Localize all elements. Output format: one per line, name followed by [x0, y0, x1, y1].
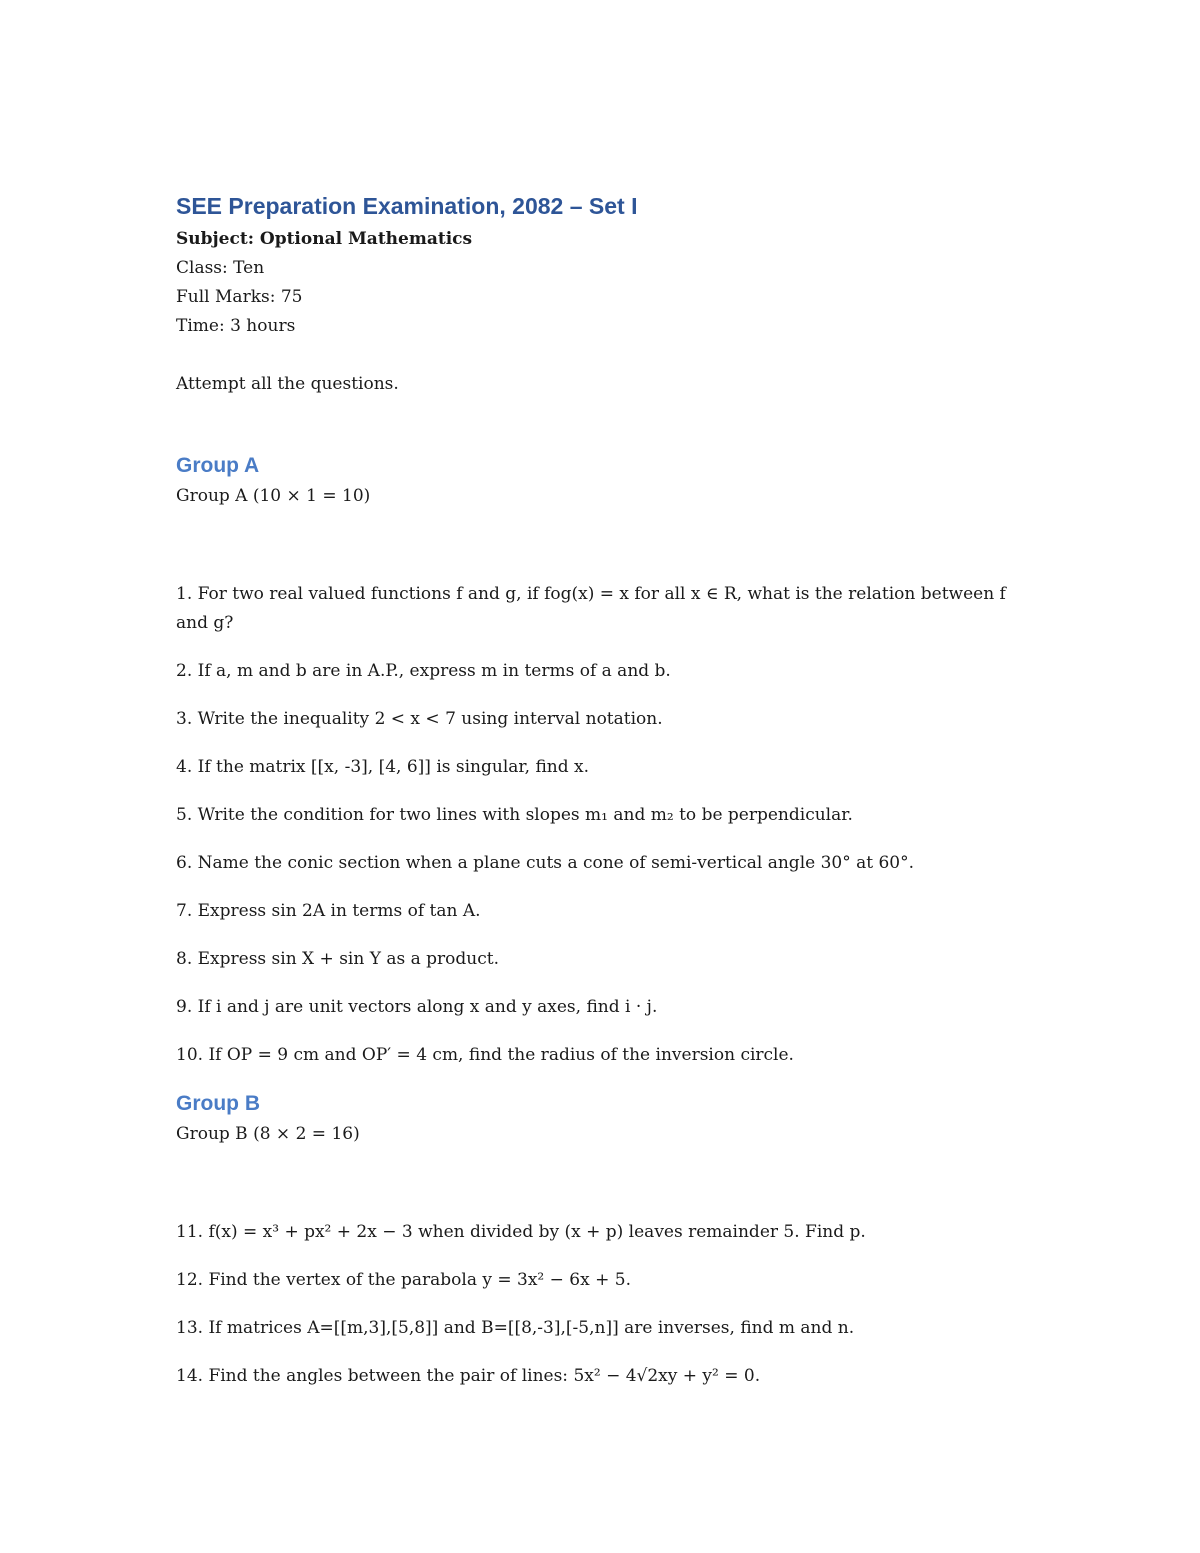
- group-a-heading: Group A: [176, 454, 260, 477]
- group-b-heading: Group B: [176, 1092, 260, 1115]
- question-5: 5. Write the condition for two lines with slopes m₁ and m₂ to be perpendicular.: [176, 805, 853, 825]
- question-14: 14. Find the angles between the pair of lines: 5x² − 4√2xy + y² = 0.: [176, 1366, 761, 1386]
- question-8: 8. Express sin X + sin Y as a product.: [176, 949, 499, 969]
- question-12: 12. Find the vertex of the parabola y = 3x² − 6x + 5.: [176, 1270, 631, 1290]
- group-b-question-list: [176, 1218, 1006, 1391]
- group-a-question-list: [176, 580, 1006, 1070]
- full-marks-line: Full Marks: 75: [176, 287, 303, 307]
- question-1: 1. For two real valued functions f and g, if fog(x) = x for all x ∈ R, what is the relation between f and g?: [176, 584, 1006, 633]
- instruction-line: Attempt all the questions.: [176, 374, 399, 394]
- group-a-subtitle: Group A (10 × 1 = 10): [176, 486, 371, 506]
- question-7: 7. Express sin 2A in terms of tan A.: [176, 901, 481, 921]
- exam-paper: [176, 190, 1006, 1410]
- group-b-subtitle: Group B (8 × 2 = 16): [176, 1124, 360, 1144]
- question-6: 6. Name the conic section when a plane cuts a cone of semi-vertical angle 30° at 60°.: [176, 853, 915, 873]
- exam-title: SEE Preparation Examination, 2082 – Set I: [176, 193, 638, 219]
- question-13: 13. If matrices A=[[m,3],[5,8]] and B=[[8,-3],[-5,n]] are inverses, find m and n.: [176, 1318, 855, 1338]
- question-4: 4. If the matrix [[x, -3], [4, 6]] is singular, find x.: [176, 757, 590, 777]
- subject-line: Subject: Optional Mathematics: [176, 229, 473, 249]
- time-line: Time: 3 hours: [176, 316, 296, 336]
- question-10: 10. If OP = 9 cm and OP′ = 4 cm, find the radius of the inversion circle.: [176, 1045, 794, 1065]
- question-9: 9. If i and j are unit vectors along x and y axes, find i · j.: [176, 997, 658, 1017]
- question-11: 11. f(x) = x³ + px² + 2x − 3 when divided by (x + p) leaves remainder 5. Find p.: [176, 1222, 866, 1242]
- question-3: 3. Write the inequality 2 < x < 7 using interval notation.: [176, 709, 663, 729]
- question-2: 2. If a, m and b are in A.P., express m in terms of a and b.: [176, 661, 671, 681]
- class-line: Class: Ten: [176, 258, 265, 278]
